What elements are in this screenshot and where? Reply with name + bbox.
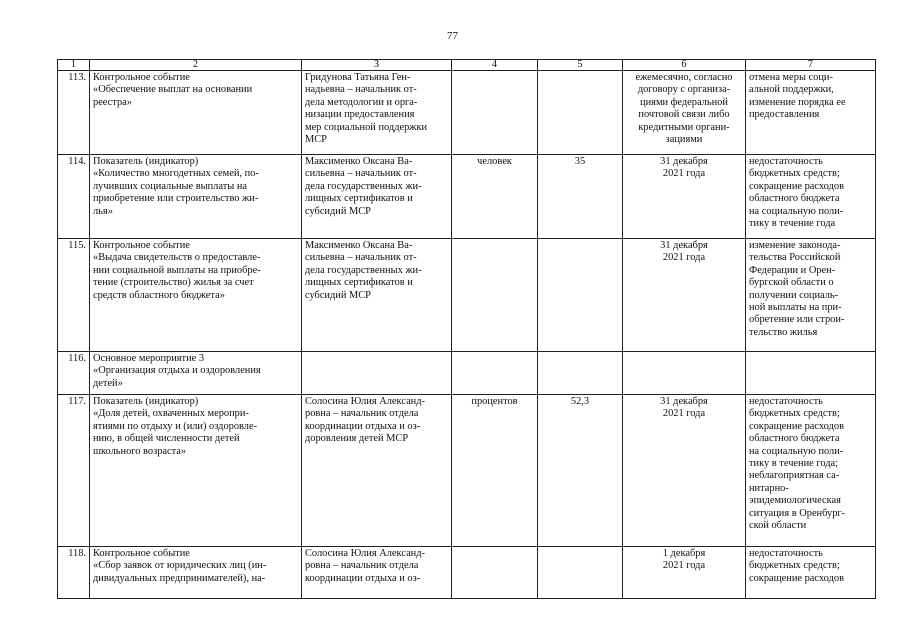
event-cell xyxy=(90,352,302,395)
responsible-line: надьевна – начальник от- xyxy=(305,84,417,96)
event-cell xyxy=(90,547,302,599)
risk-line: сокращение расходов xyxy=(749,420,844,432)
risk-line: областного бюджета xyxy=(749,433,840,445)
event-line: нию, в общей численности детей xyxy=(93,433,240,445)
risk-line: неблагоприятная са- xyxy=(749,470,840,482)
event-cell xyxy=(90,395,302,547)
risk-line: бюджетных средств; xyxy=(749,168,840,180)
responsible-line: Максименко Оксана Ва- xyxy=(305,240,413,251)
deadline-cell xyxy=(623,352,746,395)
row-number-cell: 116. xyxy=(58,352,90,395)
risk-cell xyxy=(746,395,876,547)
value-cell xyxy=(538,239,623,352)
page-number: 77 xyxy=(447,30,458,42)
risk-line: изменение законода- xyxy=(749,240,841,251)
event-line: «Доля детей, охваченных меропри- xyxy=(93,408,249,420)
responsible-cell xyxy=(302,71,452,155)
responsible-cell xyxy=(302,155,452,239)
deadline-line: 31 декабря xyxy=(660,156,708,167)
unit-cell: человек xyxy=(452,155,538,239)
event-line: Контрольное событие xyxy=(93,72,190,83)
responsible-line: ровна – начальник отдела xyxy=(305,560,419,572)
header-row xyxy=(58,60,876,71)
risk-line: тельства Российской xyxy=(749,252,841,264)
value-cell xyxy=(538,547,623,599)
event-line: «Количество многодетных семей, по- xyxy=(93,168,259,180)
responsible-line: субсидий МСР xyxy=(305,289,371,301)
table-row xyxy=(58,239,876,352)
risk-line: предоставления xyxy=(749,109,820,121)
event-cell xyxy=(90,239,302,352)
event-line: приобретение или строительство жи- xyxy=(93,193,259,205)
event-line: дивидуальных предпринимателей), на- xyxy=(93,572,266,584)
event-line: Контрольное событие xyxy=(93,240,190,251)
responsible-cell xyxy=(302,352,452,395)
responsible-line: Солосина Юлия Александ- xyxy=(305,548,425,559)
event-line: Основное мероприятие 3 xyxy=(93,353,205,364)
risk-line: недостаточность xyxy=(749,156,823,167)
value-cell: 52,3 xyxy=(538,395,623,547)
deadline-cell xyxy=(623,71,746,155)
event-line: «Организация отдыха и оздоровления xyxy=(93,365,261,377)
risk-line: ситуация в Оренбург- xyxy=(749,507,846,519)
responsible-line: дела государственных жи- xyxy=(305,264,422,276)
risk-line: изменение порядка ее xyxy=(749,96,846,108)
event-line: «Выдача свидетельств о предоставле- xyxy=(93,252,261,264)
responsible-line: мер социальной поддержки xyxy=(305,121,428,133)
event-line: тение (строительство) жилья за счет xyxy=(93,277,254,289)
risk-line: ной выплаты на при- xyxy=(749,302,842,314)
responsible-line: лищных сертификатов и xyxy=(305,193,413,205)
responsible-line: координации отдыха и оз- xyxy=(305,572,421,584)
risk-cell xyxy=(746,239,876,352)
event-cell xyxy=(90,71,302,155)
responsible-line: сильевна – начальник от- xyxy=(305,252,417,264)
deadline-line: почтовой связи либо xyxy=(638,109,730,121)
risk-line: Федерации и Орен- xyxy=(749,264,836,276)
risk-line: сокращение расходов xyxy=(749,180,844,192)
event-line: нии социальной выплаты на приобре- xyxy=(93,264,261,276)
row-number-cell: 113. xyxy=(58,71,90,155)
unit-cell xyxy=(452,71,538,155)
header-cell-4: 4 xyxy=(452,60,538,71)
table-row xyxy=(58,155,876,239)
responsible-line: субсидий МСР xyxy=(305,205,371,217)
value-cell xyxy=(538,352,623,395)
event-line: лья» xyxy=(93,205,113,217)
responsible-line: Солосина Юлия Александ- xyxy=(305,396,425,407)
responsible-cell xyxy=(302,239,452,352)
header-cell-3: 3 xyxy=(302,60,452,71)
responsible-cell xyxy=(302,395,452,547)
risk-line: сокращение расходов xyxy=(749,572,844,584)
event-line: «Обеспечение выплат на основании xyxy=(93,84,253,96)
row-number-cell: 117. xyxy=(58,395,90,547)
row-number-cell: 118. xyxy=(58,547,90,599)
risk-line: получении социаль- xyxy=(749,289,839,301)
responsible-line: низации предоставления xyxy=(305,109,415,121)
risk-line: нитарно- xyxy=(749,482,789,494)
deadline-cell xyxy=(623,547,746,599)
deadline-line: 31 декабря xyxy=(660,240,708,251)
risk-line: бюджетных средств; xyxy=(749,560,840,572)
responsible-line: сильевна – начальник от- xyxy=(305,168,417,180)
risk-cell xyxy=(746,71,876,155)
risk-line: на социальную поли- xyxy=(749,445,844,457)
event-line: школьного возраста» xyxy=(93,445,187,457)
risk-line: ской области xyxy=(749,520,807,532)
table-row xyxy=(58,547,876,599)
responsible-line: ровна – начальник отдела xyxy=(305,408,419,420)
value-cell: 35 xyxy=(538,155,623,239)
risk-line: эпидемиологическая xyxy=(749,495,841,507)
deadline-line: 2021 года xyxy=(662,168,706,180)
event-line: лучивших социальные выплаты на xyxy=(93,180,248,192)
risk-line: отмена меры соци- xyxy=(749,72,833,83)
responsible-line: МСР xyxy=(305,134,327,146)
responsible-line: Гридунова Татьяна Ген- xyxy=(305,72,411,83)
risk-line: областного бюджета xyxy=(749,193,840,205)
event-cell xyxy=(90,155,302,239)
deadline-line: кредитными органи- xyxy=(638,121,730,133)
event-line: реестра» xyxy=(93,96,132,108)
table-row xyxy=(58,395,876,547)
deadline-cell xyxy=(623,239,746,352)
table-row xyxy=(58,352,876,395)
deadline-line: договору с организа- xyxy=(637,84,731,96)
event-line: средств областного бюджета» xyxy=(93,289,225,301)
row-number-cell: 115. xyxy=(58,239,90,352)
unit-cell xyxy=(452,352,538,395)
risk-line: тику в течение года xyxy=(749,218,836,230)
event-line: детей» xyxy=(93,377,123,389)
header-cell-5: 5 xyxy=(538,60,623,71)
unit-cell xyxy=(452,547,538,599)
event-line: «Сбор заявок от юридических лиц (ин- xyxy=(93,560,267,572)
responsible-line: дела методологии и орга- xyxy=(305,96,418,108)
deadline-line: зациями xyxy=(665,134,703,146)
risk-line: альной поддержки, xyxy=(749,84,834,96)
deadline-line: циями федеральной xyxy=(640,96,728,108)
risk-line: обретение или строи- xyxy=(749,314,845,326)
deadline-cell xyxy=(623,395,746,547)
responsible-line: координации отдыха и оз- xyxy=(305,420,421,432)
unit-cell: процентов xyxy=(452,395,538,547)
risk-line: тельство жилья xyxy=(749,326,818,338)
event-line: ятиями по отдыху и (или) оздоровле- xyxy=(93,420,258,432)
risk-cell xyxy=(746,155,876,239)
table-row xyxy=(58,71,876,155)
risk-line: тику в течение года; xyxy=(749,458,839,470)
responsible-line: доровления детей МСР xyxy=(305,433,409,445)
event-line: Контрольное событие xyxy=(93,548,190,559)
responsible-line: Максименко Оксана Ва- xyxy=(305,156,413,167)
header-cell-2: 2 xyxy=(90,60,302,71)
risk-line: недостаточность xyxy=(749,548,823,559)
header-cell-1: 1 xyxy=(58,60,90,71)
activity-table xyxy=(57,59,876,599)
risk-cell xyxy=(746,547,876,599)
deadline-line: ежемесячно, согласно xyxy=(635,72,733,83)
header-cell-6: 6 xyxy=(623,60,746,71)
risk-line: бургской области о xyxy=(749,277,834,289)
event-line: Показатель (индикатор) xyxy=(93,156,199,167)
risk-line: на социальную поли- xyxy=(749,205,844,217)
unit-cell xyxy=(452,239,538,352)
deadline-cell xyxy=(623,155,746,239)
row-number-cell: 114. xyxy=(58,155,90,239)
risk-cell xyxy=(746,352,876,395)
risk-line: недостаточность xyxy=(749,396,823,407)
deadline-line: 2021 года xyxy=(662,252,706,264)
deadline-line: 2021 года xyxy=(662,560,706,572)
risk-line: бюджетных средств; xyxy=(749,408,840,420)
responsible-line: лищных сертификатов и xyxy=(305,277,413,289)
header-cell-7: 7 xyxy=(746,60,876,71)
responsible-cell xyxy=(302,547,452,599)
value-cell xyxy=(538,71,623,155)
deadline-line: 31 декабря xyxy=(660,396,708,407)
deadline-line: 2021 года xyxy=(662,408,706,420)
deadline-line: 1 декабря xyxy=(662,548,706,559)
event-line: Показатель (индикатор) xyxy=(93,396,199,407)
responsible-line: дела государственных жи- xyxy=(305,180,422,192)
